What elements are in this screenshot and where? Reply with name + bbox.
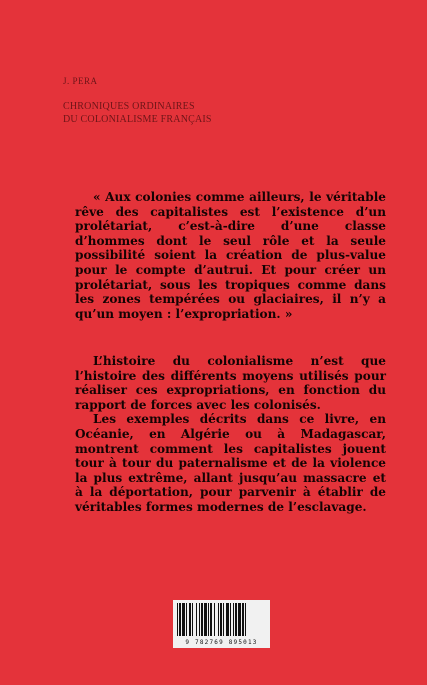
barcode-bar: [220, 603, 222, 636]
barcode-bar: [242, 603, 244, 636]
barcode-bar: [223, 603, 224, 636]
barcode-bar: [210, 603, 212, 636]
quote-text: « Aux colonies comme ailleurs, le véritable rêve des capitalistes est l’existence d’un prolétariat, c’est-à-dire d’une classe d’hommes dont le seul rôle et la seule possibilité soient la création de plus-value pour le compte d’autrui. Et pour créer un prolétariat, sous les tropiques comme dans les zones tempérées ou glaciaires, il n’y a qu’un moyen : l’expropriation. »: [75, 190, 386, 321]
barcode-bar: [238, 603, 241, 636]
barcode-bar: [177, 603, 178, 636]
description-block: [75, 354, 386, 515]
barcode-bar: [230, 603, 231, 636]
description-history: L’histoire du colonialisme n’est que l’histoire des différents moyens utilisés pour réaliser ces expropriations, en fonction du rapport de forces avec les colonisés.: [75, 354, 386, 412]
barcode-bar: [179, 603, 181, 636]
quote-block: [75, 190, 386, 321]
barcode-bar: [226, 603, 229, 636]
barcode-bar: [218, 603, 219, 636]
barcode-bar: [233, 603, 234, 636]
barcode-bar: [204, 603, 207, 636]
series-title-line-1: CHRONIQUES ORDINAIRES: [63, 101, 195, 112]
barcode-bar: [196, 603, 197, 636]
series-title: [63, 100, 263, 126]
barcode-bar: [208, 603, 209, 636]
barcode-bar: [199, 603, 200, 636]
barcode-bar: [186, 603, 187, 636]
barcode-bar: [192, 603, 193, 636]
barcode-bar: [201, 603, 203, 636]
description-examples: Les exemples décrits dans ce livre, en Océanie, en Algérie ou à Madagascar, montrent comment les capitalistes jouent tour à tour du paternalisme et de la violence la plus extrême, allant jusqu’au massacre et à la déportation, pour parvenir à établir de véritables formes modernes de l’esclavage.: [75, 412, 386, 514]
barcode-bars: [177, 603, 266, 636]
barcode-digits: 9 782769 895013: [185, 639, 258, 646]
barcode-bar: [189, 603, 191, 636]
barcode: [173, 600, 270, 648]
barcode-bar: [214, 603, 215, 636]
barcode-bar: [235, 603, 237, 636]
series-title-line-2: DU COLONIALISME FRANÇAIS: [63, 114, 212, 125]
barcode-bar: [182, 603, 185, 636]
barcode-bar: [245, 603, 246, 636]
author-name: J. PERA: [63, 76, 98, 86]
